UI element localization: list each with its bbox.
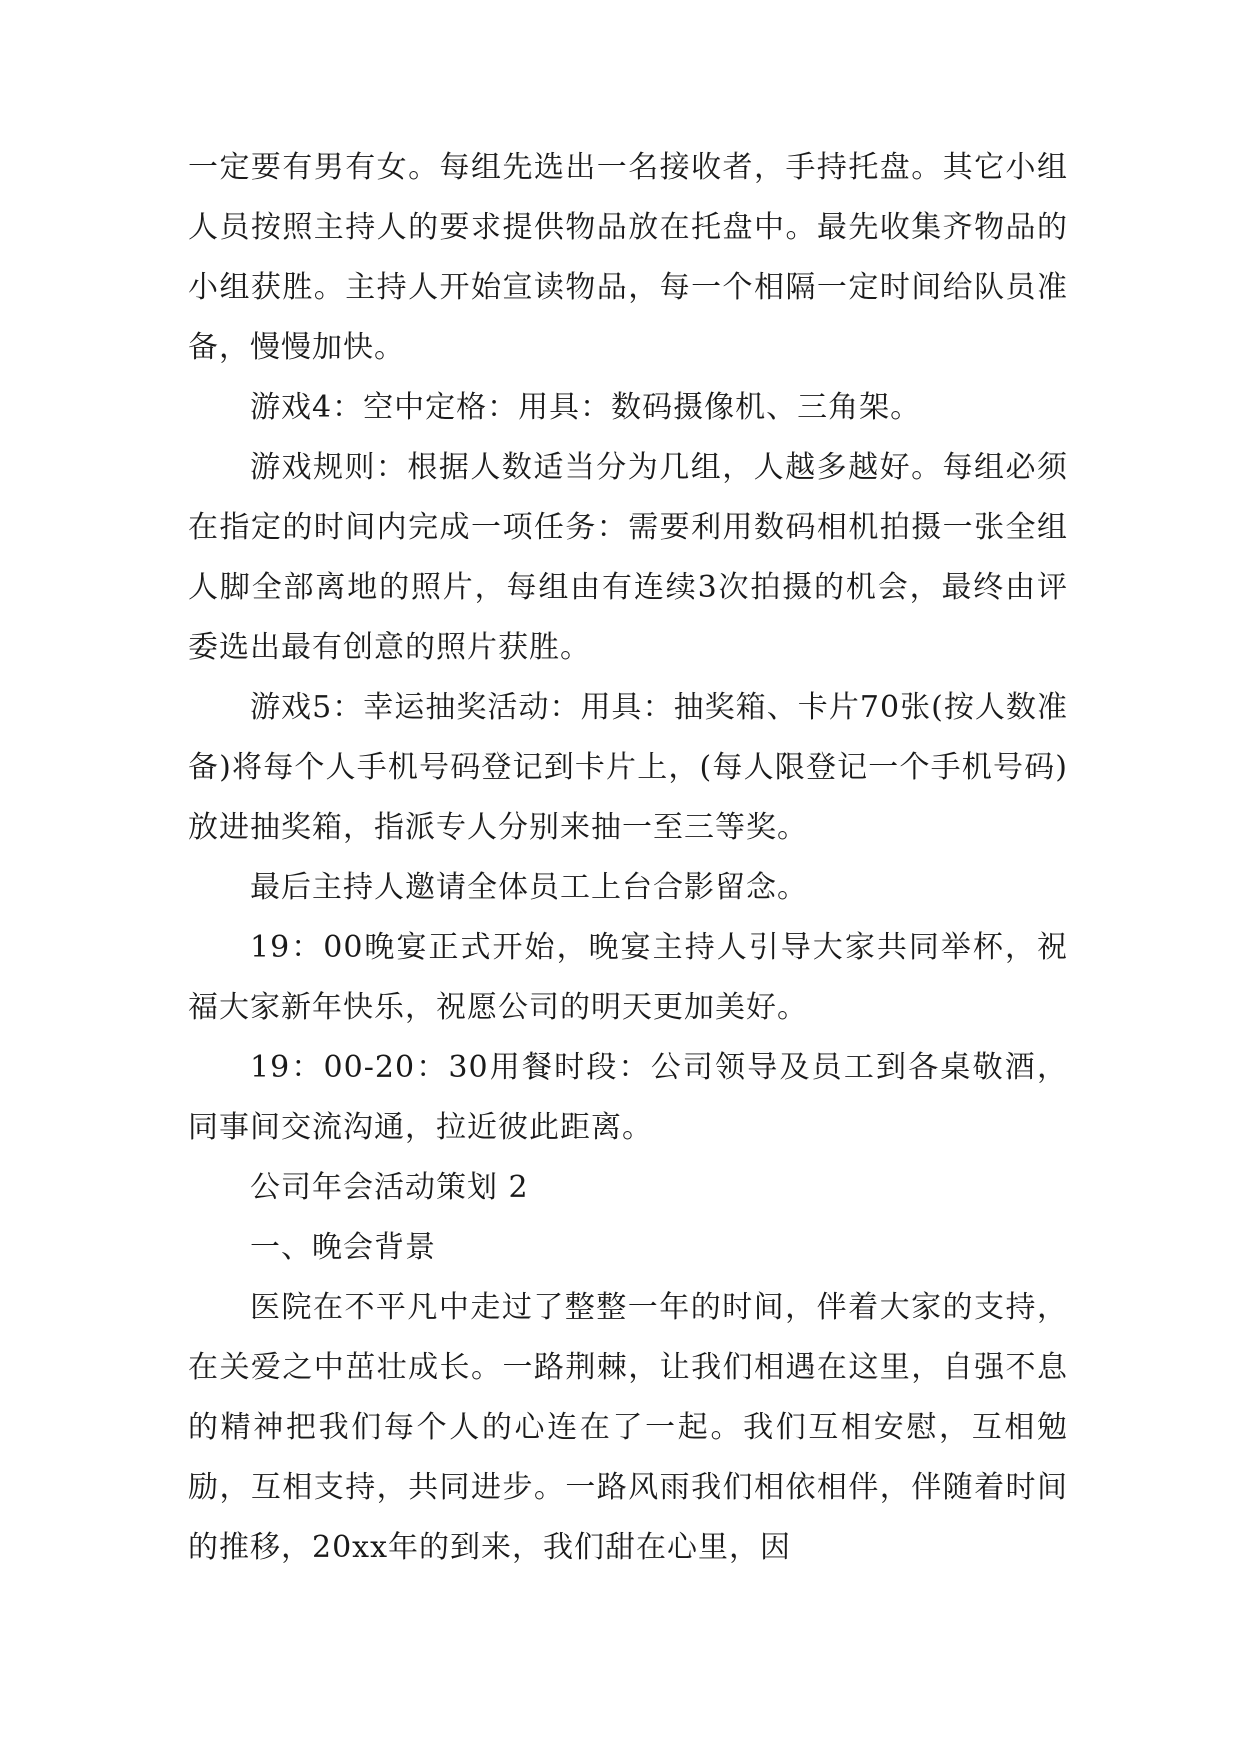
paragraph-game-rules: 游戏规则：根据人数适当分为几组，人越多越好。每组必须在指定的时间内完成一项任务：需要利用数码相机拍摄一张全组人脚全部离地的照片，每组由有连续3次拍摄的机会，最终由评委选出最有创意的照片获胜。 [188, 450, 1068, 665]
paragraph-banquet-start: 19：00晚宴正式开始，晚宴主持人引导大家共同举杯，祝福大家新年快乐，祝愿公司的明天更加美好。 [188, 930, 1068, 1025]
section-heading-background: 一、晚会背景 [250, 1230, 436, 1265]
document-body [188, 138, 1068, 1578]
paragraph-group-photo: 最后主持人邀请全体员工上台合影留念。 [250, 870, 808, 905]
paragraph-1: 一定要有男有女。每组先选出一名接收者，手持托盘。其它小组人员按照主持人的要求提供物品放在托盘中。最先收集齐物品的小组获胜。主持人开始宣读物品，每一个相隔一定时间给队员准备，慢慢加快。 [188, 150, 1068, 365]
paragraph-dining-time: 19：00-20：30用餐时段：公司领导及员工到各桌敬酒，同事间交流沟通，拉近彼此距离。 [188, 1050, 1068, 1145]
paragraph-hospital-background: 医院在不平凡中走过了整整一年的时间，伴着大家的支持，在关爱之中茁壮成长。一路荆棘，让我们相遇在这里，自强不息的精神把我们每个人的心连在了一起。我们互相安慰，互相勉励，互相支持，共同进步。一路风雨我们相依相伴，伴随着时间的推移，20xx年的到来，我们甜在心里，因 [188, 1290, 1068, 1565]
paragraph-game4-title: 游戏4：空中定格：用具：数码摄像机、三角架。 [250, 390, 922, 425]
paragraph-game5: 游戏5：幸运抽奖活动：用具：抽奖箱、卡片70张(按人数准备)将每个人手机号码登记到卡片上，(每人限登记一个手机号码)放进抽奖箱，指派专人分别来抽一至三等奖。 [188, 690, 1068, 845]
section-title-plan-2: 公司年会活动策划 2 [250, 1170, 529, 1205]
